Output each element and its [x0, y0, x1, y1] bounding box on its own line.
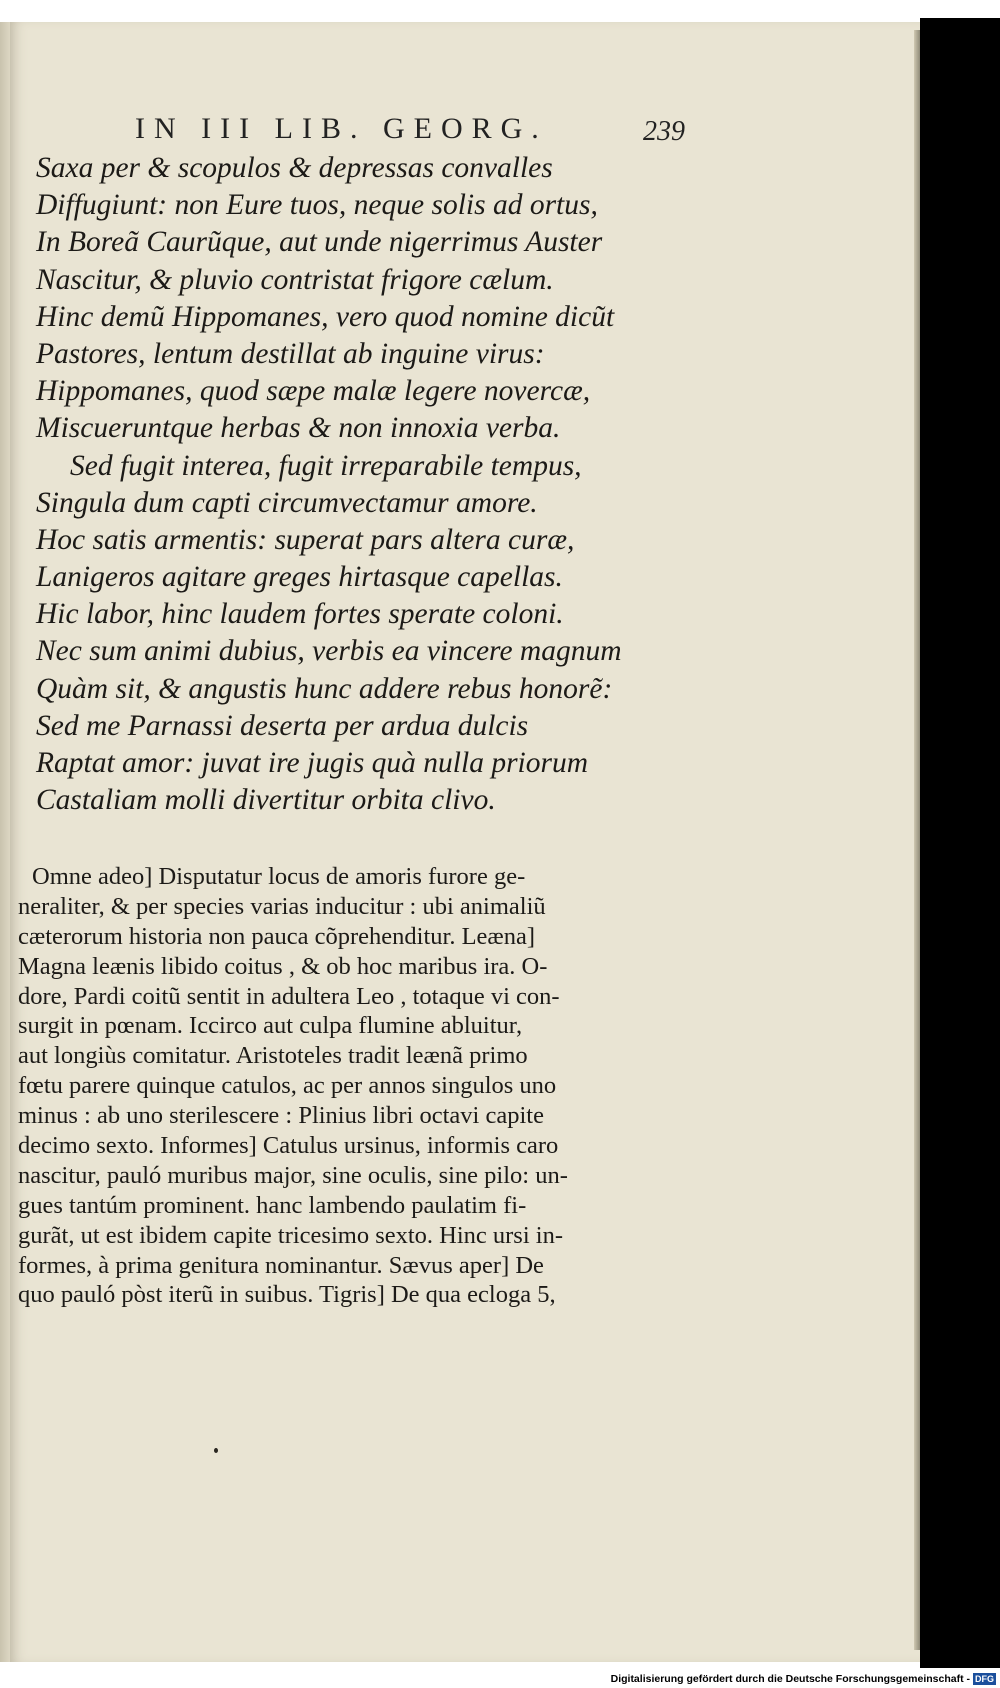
verse-line: Saxa per & scopulos & depressas convalles	[36, 152, 553, 184]
dfg-logo: DFG	[975, 1674, 994, 1684]
commentary-line: nascitur, pauló muribus major, sine oculis, sine pilo: un-	[18, 1161, 568, 1189]
commentary-line: surgit in pœnam. Iccirco aut culpa flumine abluitur,	[18, 1012, 523, 1040]
verse-line: Diffugiunt: non Eure tuos, neque solis ad ortus,	[36, 189, 598, 222]
verse-line: Raptat amor: juvat ire jugis quà nulla priorum	[36, 747, 589, 779]
commentary-line: Magna leænis libido coitus , & ob hoc maribus ira. O-	[18, 952, 548, 980]
verse-line: Hippomanes, quod sæpe malæ legere novercæ,	[36, 375, 591, 408]
commentary-line: quo pauló pòst iterũ in suibus. Tigris] De qua ecloga 5,	[18, 1281, 556, 1309]
page-right-edge	[914, 30, 920, 1650]
verse-line: Pastores, lentum destillat ab inguine virus:	[36, 337, 545, 370]
commentary-line: Omne adeo] Disputatur locus de amoris furore ge-	[32, 863, 526, 890]
verse-line: Hoc satis armentis: superat pars altera curæ,	[36, 523, 575, 556]
commentary-line: fœtu parere quinque catulos, ac per annos singulos uno	[18, 1072, 557, 1100]
verse-line: Nascitur, & pluvio contristat frigore cælum.	[36, 263, 554, 296]
commentary-line: cæterorum historia non pauca cõprehenditur. Leæna]	[18, 922, 536, 950]
digitization-credit	[606, 1673, 996, 1688]
commentary-line: neraliter, & per species varias inducitur : ubi animaliũ	[18, 892, 546, 920]
running-head: IN III LIB. GEORG.	[135, 112, 548, 145]
page-left-edge	[0, 22, 10, 1662]
commentary-line: decimo sexto. Informes] Catulus ursinus, informis caro	[18, 1132, 559, 1160]
verse-block	[36, 150, 676, 819]
commentary-block	[18, 862, 690, 1310]
verse-line: Sed me Parnassi deserta per ardua dulcis	[36, 709, 529, 742]
commentary-line: dore, Pardi coitũ sentit in adultera Leo , totaque vi con-	[18, 982, 560, 1010]
verse-line: Hinc demũ Hippomanes, vero quod nomine dicũt	[36, 300, 615, 333]
ink-speck	[214, 1448, 218, 1453]
credit-text: Digitalisierung gefördert durch die Deutsche Forschungsgemeinschaft -	[610, 1673, 970, 1685]
verse-line: Singula dum capti circumvectamur amore.	[36, 486, 538, 519]
commentary-line: gues tantúm prominent. hanc lambendo paulatim fi-	[18, 1191, 527, 1219]
verse-line: In Boreã Caurũque, aut unde nigerrimus Auster	[36, 226, 603, 259]
verse-line: Castaliam molli divertitur orbita clivo.	[36, 784, 496, 817]
verse-line: Lanigeros agitare greges hirtasque capellas.	[36, 561, 563, 594]
commentary-line: aut longiùs comitatur. Aristoteles tradit leænã primo	[18, 1042, 528, 1070]
verse-line: Miscueruntque herbas & non innoxia verba.	[36, 412, 561, 445]
verse-line: Sed fugit interea, fugit irreparabile tempus,	[70, 449, 582, 482]
verse-line: Hic labor, hinc laudem fortes sperate coloni.	[36, 598, 564, 631]
commentary-line: minus : ab uno sterilescere : Plinius libri octavi capite	[18, 1102, 544, 1130]
verse-line: Quàm sit, & angustis hunc addere rebus honorẽ:	[36, 672, 613, 705]
page-number: 239	[643, 116, 685, 147]
dark-backdrop	[920, 18, 1000, 1668]
commentary-line: gurãt, ut est ibidem capite tricesimo sexto. Hinc ursi in-	[18, 1221, 563, 1249]
commentary-line: formes, à prima genitura nominantur. Sævus aper] De	[18, 1251, 544, 1279]
verse-line: Nec sum animi dubius, verbis ea vincere magnum	[36, 635, 622, 668]
